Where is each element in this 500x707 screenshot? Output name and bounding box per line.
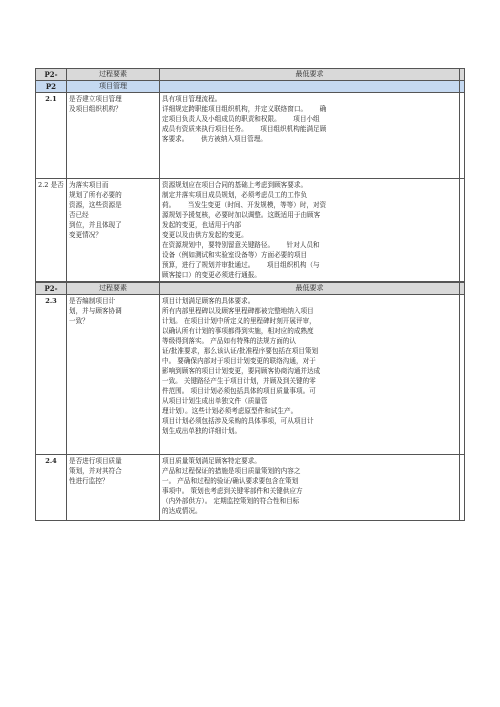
header-requirement: 过程要素: [67, 69, 160, 81]
row-answer: 项目质量策划满足顾客特定要求。 产品和过程保证的措施是项目质量策划的内容之 一。 产品和过程的验证/确认要求要包含在策划 事项中。 策划也考虑到关键零部件和关键供应方 （内外部供方）。 定期监控策划的符合性和目标 的达成情况。: [160, 455, 460, 521]
table-row: [36, 93, 465, 179]
table-row: [36, 295, 465, 455]
row-id: 2.4: [36, 455, 67, 521]
header-blank: [460, 69, 465, 81]
row-question: 是否建立项目管理 及项目组织机构？: [67, 93, 160, 179]
table-row: [36, 455, 465, 521]
table-header-row: [36, 69, 465, 81]
subheader-blank: [160, 81, 460, 93]
audit-sheet: [35, 68, 465, 521]
row-answer: 具有项目管理流程。 详细规定跨职能项目组织机构，并定义联络窗口。 确 定项目负责人及小组成员的职责和权限。 项目小组 成员有资质来执行项目任务。 项目组织机构能满足顾 客要求。 供方被纳入项目管理。: [160, 93, 460, 179]
table-subheader-row: [36, 81, 465, 93]
header-id: P2-: [36, 69, 67, 81]
row-id: 2.2 是否: [36, 179, 67, 282]
row-answer: 项目计划满足顾客的具体要求。 所有内部里程碑以及顾客里程碑都被完整地纳入项目 计划。 在项目计划中所定义的里程碑时刻开展评审， 以确认所有计划的事项都得到实施，相对应的成熟度 等级得到落实。 产品如有特殊的法规方面的认 证/批准要求，那么该认证/批准程序要包括在项目策划 中。 要确保内部对于项目计划变更的联络沟通，对于 影响到顾客的项目计划变更，要同顾客协商沟通并达成 一致。 关键路径产生于项目计划，并顾及到关键的零 件范围。 项目计划必须包括具体的项目质量事项。可 从项目计划生成出单独文件（质量管 理计划）。这些计划必须考虑原型件和试生产。 项目计划必须包括涉及采购的具体事项，可从项目计 划生成出单独的详细计划。: [160, 295, 460, 455]
subheader-title: 项目管理: [67, 81, 160, 93]
audit-table-1: [35, 68, 465, 282]
audit-table-2: [35, 282, 465, 521]
row-question: 为落实项目而 规划了所有必要的 资源，这些资源是 否已经 到位，并且体现了 变更情况？: [67, 179, 160, 282]
row-id: 2.3: [36, 295, 67, 455]
row-answer: 资源规划应在项目合同的基础上考虑到顾客要求。 制定并落实项目成员规划，必须考虑员工的工作负 荷。 当发生变更（时间、开发规模，等等）时，对资 源规划予援复核，必要时加以调整。这既适用于由顾客 发起的变更，也适用于内部 变更以及由供方发起的变更。 在资源规划中，要特别留意关键路径。 针对人员和 设备（例如测试和实验室设备等）方面必要的项目 预算，进行了规划并审批通过。 项目组织机构（与 顾客接口）的变更必须进行通报。: [160, 179, 460, 282]
header-practice: 最低要求: [160, 69, 460, 81]
row-question: 是否进行项目质量 策划，并对其符合 性进行监控？: [67, 455, 160, 521]
row-question: 是否编制项目计 划，并与顾客协调 一致？: [67, 295, 160, 455]
header-requirement: 过程要素: [67, 283, 160, 295]
header-practice: 最低要求: [160, 283, 460, 295]
row-id: 2.1: [36, 93, 67, 179]
table-row: [36, 179, 465, 282]
header-id: P2-: [36, 283, 67, 295]
subheader-id: P2: [36, 81, 67, 93]
table-header-row: [36, 283, 465, 295]
